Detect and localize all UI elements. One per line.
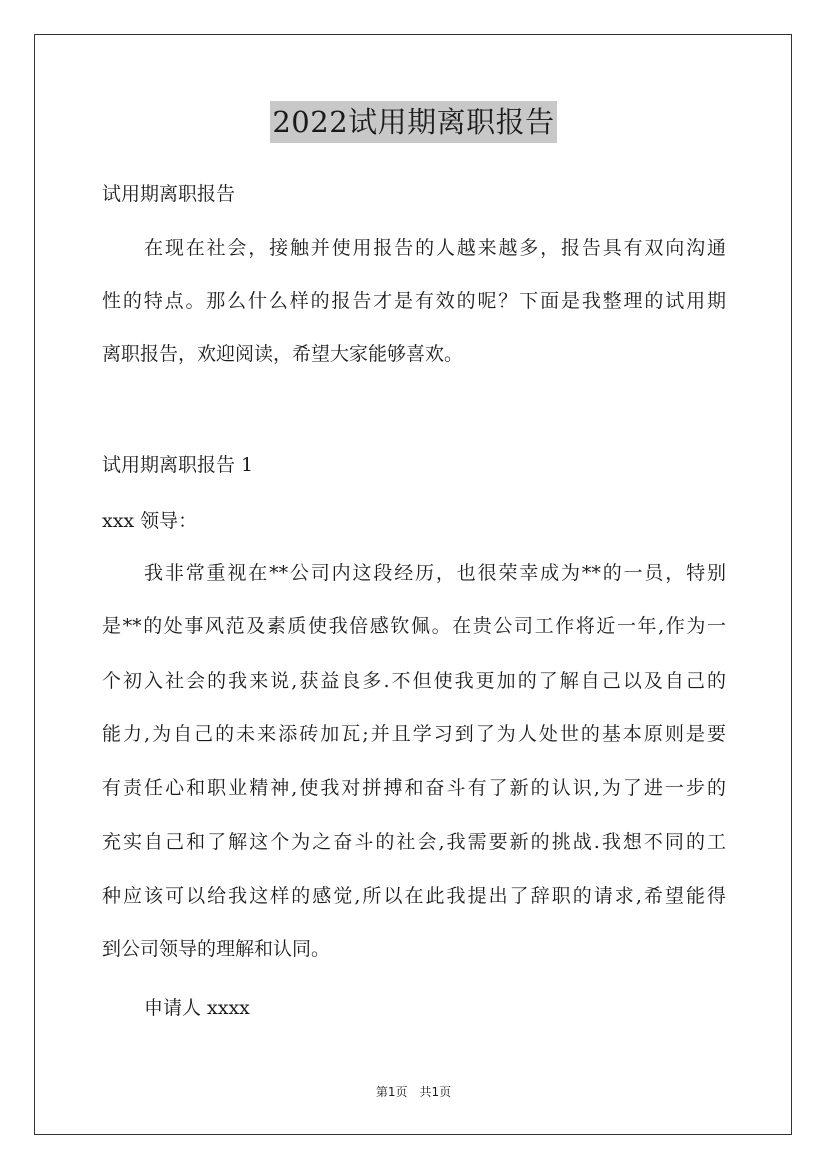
section-heading: 试用期离职报告 1 — [102, 454, 254, 476]
body-line: 是**的处事风范及素质使我倍感钦佩。在贵公司工作将近一年,作为一 — [102, 615, 726, 637]
signature: 申请人 xxxx — [144, 997, 250, 1019]
intro-line: 性的特点。那么什么样的报告才是有效的呢？下面是我整理的试用期 — [102, 290, 726, 312]
page-number: 第1页 共1页 — [375, 1085, 452, 1099]
document-title — [0, 101, 827, 143]
body-line: 种应该可以给我这样的感觉,所以在此我提出了辞职的请求,希望能得 — [102, 885, 726, 907]
body-line: 到公司领导的理解和认同。 — [102, 938, 331, 960]
intro-line: 离职报告，欢迎阅读，希望大家能够喜欢。 — [102, 343, 464, 365]
body-line: 我非常重视在**公司内这段经历，也很荣幸成为**的一员，特别 — [144, 562, 726, 584]
body-line: 能力,为自己的未来添砖加瓦;并且学习到了为人处世的基本原则是要 — [102, 723, 726, 745]
document-title-text: 2022试用期离职报告 — [270, 101, 556, 143]
body-line: 有责任心和职业精神,使我对拼搏和奋斗有了新的认识,为了进一步的 — [102, 777, 726, 799]
body-line: 充实自己和了解这个为之奋斗的社会,我需要新的挑战.我想不同的工 — [102, 831, 726, 853]
document-subtitle: 试用期离职报告 — [102, 183, 236, 205]
salutation: xxx 领导： — [102, 510, 198, 532]
body-line: 个初入社会的我来说,获益良多.不但使我更加的了解自己以及自己的 — [102, 670, 726, 692]
intro-line: 在现在社会，接触并使用报告的人越来越多，报告具有双向沟通 — [144, 237, 726, 259]
